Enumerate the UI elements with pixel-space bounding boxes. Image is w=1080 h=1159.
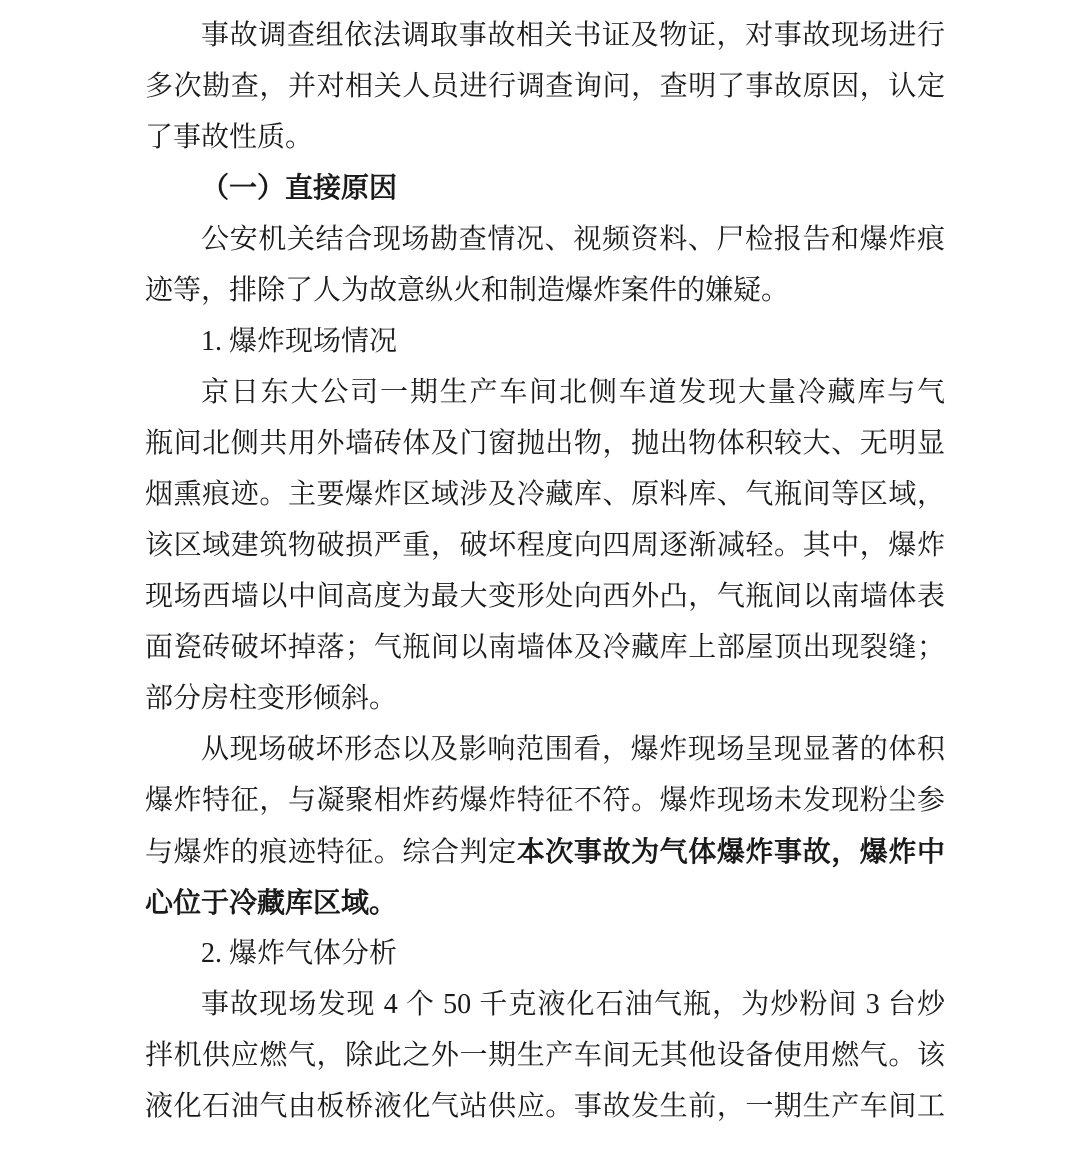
text-line <box>145 928 945 979</box>
text-line <box>145 673 945 724</box>
text-segment: 液化石油气由板桥液化气站供应。事故发生前，一期生产车间工 <box>145 1091 945 1122</box>
text-segment: 与爆炸的痕迹特征。综合判定 <box>145 837 517 868</box>
text-line <box>145 1030 945 1081</box>
text-line <box>145 877 945 928</box>
text-segment: 瓶间北侧共用外墙砖体及门窗抛出物，抛出物体积较大、无明显 <box>145 428 945 459</box>
text-line <box>145 1081 945 1132</box>
text-line <box>145 112 945 163</box>
text-line <box>145 724 945 775</box>
text-segment: 烟熏痕迹。主要爆炸区域涉及冷藏库、原料库、气瓶间等区域， <box>145 479 945 510</box>
intro-paragraph <box>145 10 945 163</box>
text-segment: 了事故性质。 <box>145 122 314 153</box>
text-line <box>145 571 945 622</box>
text-segment: 现场西墙以中间高度为最大变形处向西外凸，气瓶间以南墙体表 <box>145 581 945 612</box>
text-segment: 从现场破坏形态以及影响范围看，爆炸现场呈现显著的体积 <box>201 734 945 765</box>
text-line <box>145 10 945 61</box>
text-line <box>145 61 945 112</box>
bold-emphasis-text: 心位于冷藏库区域。 <box>145 887 398 918</box>
text-segment: 面瓷砖破坏掉落；气瓶间以南墙体及冷藏库上部屋顶出现裂缝； <box>145 632 945 663</box>
text-segment: 该区域建筑物破损严重，破坏程度向四周逐渐减轻。其中，爆炸 <box>145 530 945 561</box>
text-line <box>145 826 945 877</box>
text-line <box>145 418 945 469</box>
text-segment: 多次勘查，并对相关人员进行调查询问，查明了事故原因，认定 <box>145 71 945 102</box>
text-line <box>145 469 945 520</box>
text-segment: 公安机关结合现场勘查情况、视频资料、尸检报告和爆炸痕 <box>201 224 945 255</box>
heading-gas-analysis <box>145 928 945 979</box>
text-segment: 1. 爆炸现场情况 <box>201 326 398 357</box>
text-segment: （一）直接原因 <box>201 173 398 204</box>
text-line <box>145 265 945 316</box>
text-line <box>145 622 945 673</box>
text-segment: 2. 爆炸气体分析 <box>201 938 398 969</box>
text-line <box>145 214 945 265</box>
text-segment: 爆炸特征，与凝聚相炸药爆炸特征不符。爆炸现场未发现粉尘参 <box>145 785 945 816</box>
paragraph-scene-description <box>145 367 945 724</box>
text-segment: 事故调查组依法调取事故相关书证及物证，对事故现场进行 <box>201 20 945 51</box>
text-line <box>145 775 945 826</box>
text-line <box>145 163 945 214</box>
text-line <box>145 520 945 571</box>
text-segment: 拌机供应燃气，除此之外一期生产车间无其他设备使用燃气。该 <box>145 1040 945 1071</box>
heading-direct-cause <box>145 163 945 214</box>
paragraph-gas-supply <box>145 979 945 1132</box>
text-line <box>145 316 945 367</box>
text-segment: 部分房柱变形倾斜。 <box>145 683 398 714</box>
heading-explosion-scene <box>145 316 945 367</box>
bold-emphasis-text: 本次事故为气体爆炸事故，爆炸中 <box>516 836 945 867</box>
paragraph-police-findings <box>145 214 945 316</box>
text-segment: 事故现场发现 4 个 50 千克液化石油气瓶，为炒粉间 3 台炒 <box>201 989 945 1020</box>
paragraph-explosion-conclusion <box>145 724 945 928</box>
text-segment: 京日东大公司一期生产车间北侧车道发现大量冷藏库与气 <box>201 377 945 408</box>
text-line <box>145 979 945 1030</box>
text-segment: 迹等，排除了人为故意纵火和制造爆炸案件的嫌疑。 <box>145 275 790 306</box>
text-line <box>145 367 945 418</box>
